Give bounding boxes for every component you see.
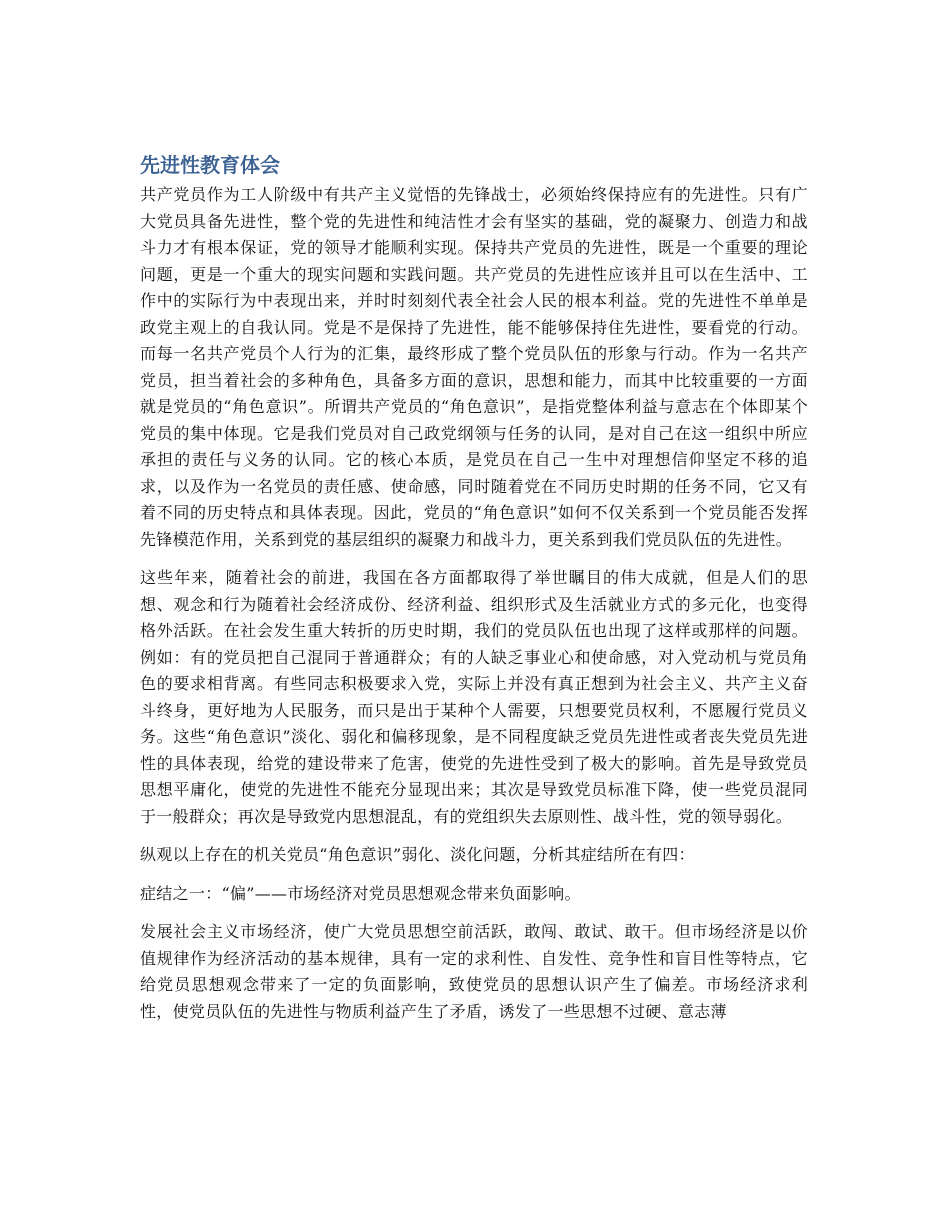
paragraph-4: 症结之一：“偏”——市场经济对党员思想观念带来负面影响。: [140, 883, 581, 903]
document-title: 先进性教育体会: [140, 153, 280, 177]
paragraph-5: 发展社会主义市场经济，使广大党员思想空前活跃，敢闯、敢试、敢干。但市场经济是以价值规律作为经济活动的基本规律，具有一定的求利性、自发性、竞争性和盲目性等特点，它给党员思想观念带来了一定的负面影响，致使党员的思想认识产生了偏差。市场经济求利性，使党员队伍的先进性与物质利益产生了矛盾，诱发了一些思想不过硬、意志薄: [140, 922, 808, 1021]
paragraph-2: 这些年来，随着社会的前进，我国在各方面都取得了举世瞩目的伟大成就，但是人们的思想、观念和行为随着社会经济成份、经济利益、组织形式及生活就业方式的多元化，也变得格外活跃。在社会发生重大转折的历史时期，我们的党员队伍也出现了这样或那样的问题。例如：有的党员把自己混同于普通群众；有的人缺乏事业心和使命感，对入党动机与党员角色的要求相背离。有些同志积极要求入党，实际上并没有真正想到为社会主义、共产主义奋斗终身，更好地为人民服务，而只是出于某种个人需要，只想要党员权利，不愿履行党员义务。这些“角色意识”淡化、弱化和偏移现象，是不同程度缺乏党员先进性或者丧失党员先进性的具体表现，给党的建设带来了危害，使党的先进性受到了极大的影响。首先是导致党员思想平庸化，使党的先进性不能充分显现出来；其次是导致党员标准下降，使一些党员混同于一般群众；再次是导致党内思想混乱，有的党组织失去原则性、战斗性，党的领导弱化。: [140, 568, 808, 826]
paragraph-3: 纵观以上存在的机关党员“角色意识”弱化、淡化问题，分析其症结所在有四：: [140, 845, 695, 864]
document-body: [140, 150, 808, 1025]
paragraph-1: 共产党员作为工人阶级中有共产主义觉悟的先锋战士，必须始终保持应有的先进性。只有广大党员具备先进性，整个党的先进性和纯洁性才会有坚实的基础，党的凝聚力、创造力和战斗力才有根本保证，党的领导才能顺利实现。保持共产党员的先进性，既是一个重要的理论问题，更是一个重大的现实问题和实践问题。共产党员的先进性应该并且可以在生活中、工作中的实际行为中表现出来，并时时刻刻代表全社会人民的根本利益。党的先进性不单单是政党主观上的自我认同。党是不是保持了先进性，能不能够保持住先进性，要看党的行动。而每一名共产党员个人行为的汇集，最终形成了整个党员队伍的形象与行动。作为一名共产党员，担当着社会的多种角色，具备多方面的意识，思想和能力，而其中比较重要的一方面就是党员的“角色意识”。所谓共产党员的“角色意识”，是指党整体利益与意志在个体即某个党员的集中体现。它是我们党员对自己政党纲领与任务的认同，是对自己在这一组织中所应承担的责任与义务的认同。它的核心本质，是党员在自己一生中对理想信仰坚定不移的追求，以及作为一名党员的责任感、使命感，同时随着党在不同历史时期的任务不同，它又有着不同的历史特点和具体表现。因此，党员的“角色意识”如何不仅关系到一个党员能否发挥先锋模范作用，关系到党的基层组织的凝聚力和战斗力，更关系到我们党员队伍的先进性。: [140, 185, 808, 549]
